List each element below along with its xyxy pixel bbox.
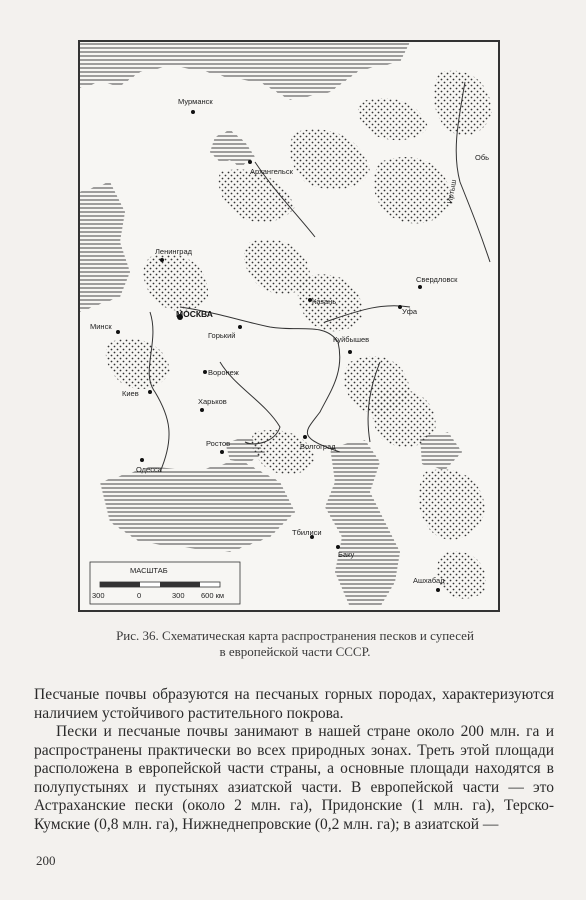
city-label: Волгоград (300, 442, 336, 451)
caption-line-1: Рис. 36. Схематическая карта распространения песков и супесей (116, 628, 474, 643)
city-label: Тбилиси (292, 528, 322, 537)
baltic-sea (80, 182, 130, 312)
river-label-ob: Обь (475, 153, 490, 162)
city-label: Архангельск (250, 167, 293, 176)
city-label: Воронеж (208, 368, 239, 377)
body-text (34, 686, 554, 834)
caption-line-2: в европейской части СССР. (219, 644, 371, 659)
scale-tick-1: 300 (92, 591, 105, 600)
city-label: Мурманск (178, 97, 213, 106)
city-label: Казань (312, 297, 337, 306)
figure-caption (60, 628, 530, 660)
scale-tick-3: 300 (172, 591, 185, 600)
city-label: Киев (122, 389, 139, 398)
city-label: Ашхабад (413, 576, 445, 585)
city-label: Ростов (206, 439, 231, 448)
city-label: Харьков (198, 397, 227, 406)
city-label: Одесса (136, 465, 162, 474)
dnieper-river (149, 312, 169, 472)
city-label: Ленинград (155, 247, 193, 256)
river-label-irtysh: Иртыш (445, 178, 459, 205)
city-label: Минск (90, 322, 112, 331)
paragraph-1: Песчаные почвы образуются на песчаных горных породах, характеризуются наличием устойчивого растительного покрова. (34, 686, 554, 722)
city-label: МОСКВА (176, 309, 213, 319)
paragraph-2: Пески и песчаные почвы занимают в нашей стране около 200 млн. га и распространены практически во всех природных зонах. Треть этой площади расположена в европейской части страны, а основные площади находятся в полупустынях и пустынях азиатской части. В европейской части — это Астраханские пески (около 2 млн. га), Придонские (1 млн. га), Терско-Кумские (0,8 млн. га), Нижнеднепровские (0,2 млн. га); в азиатской — (34, 723, 554, 833)
scale-title: МАСШТАБ (130, 566, 168, 575)
scale-tick-2: 0 (137, 591, 142, 600)
sand-distribution-map (78, 40, 500, 612)
city-label: Горький (208, 331, 236, 340)
city-label: Куйбышев (333, 335, 370, 344)
black-sea (100, 460, 295, 552)
city-label: Баку (338, 550, 355, 559)
barents-sea (80, 42, 410, 100)
page-number: 200 (36, 853, 56, 868)
city-label: Свердловск (416, 275, 458, 284)
scale-tick-4: 600 км (201, 591, 225, 600)
city-label: Уфа (402, 307, 418, 316)
caspian-sea (325, 440, 400, 607)
volga-river (180, 307, 340, 452)
map-scale (90, 562, 240, 604)
